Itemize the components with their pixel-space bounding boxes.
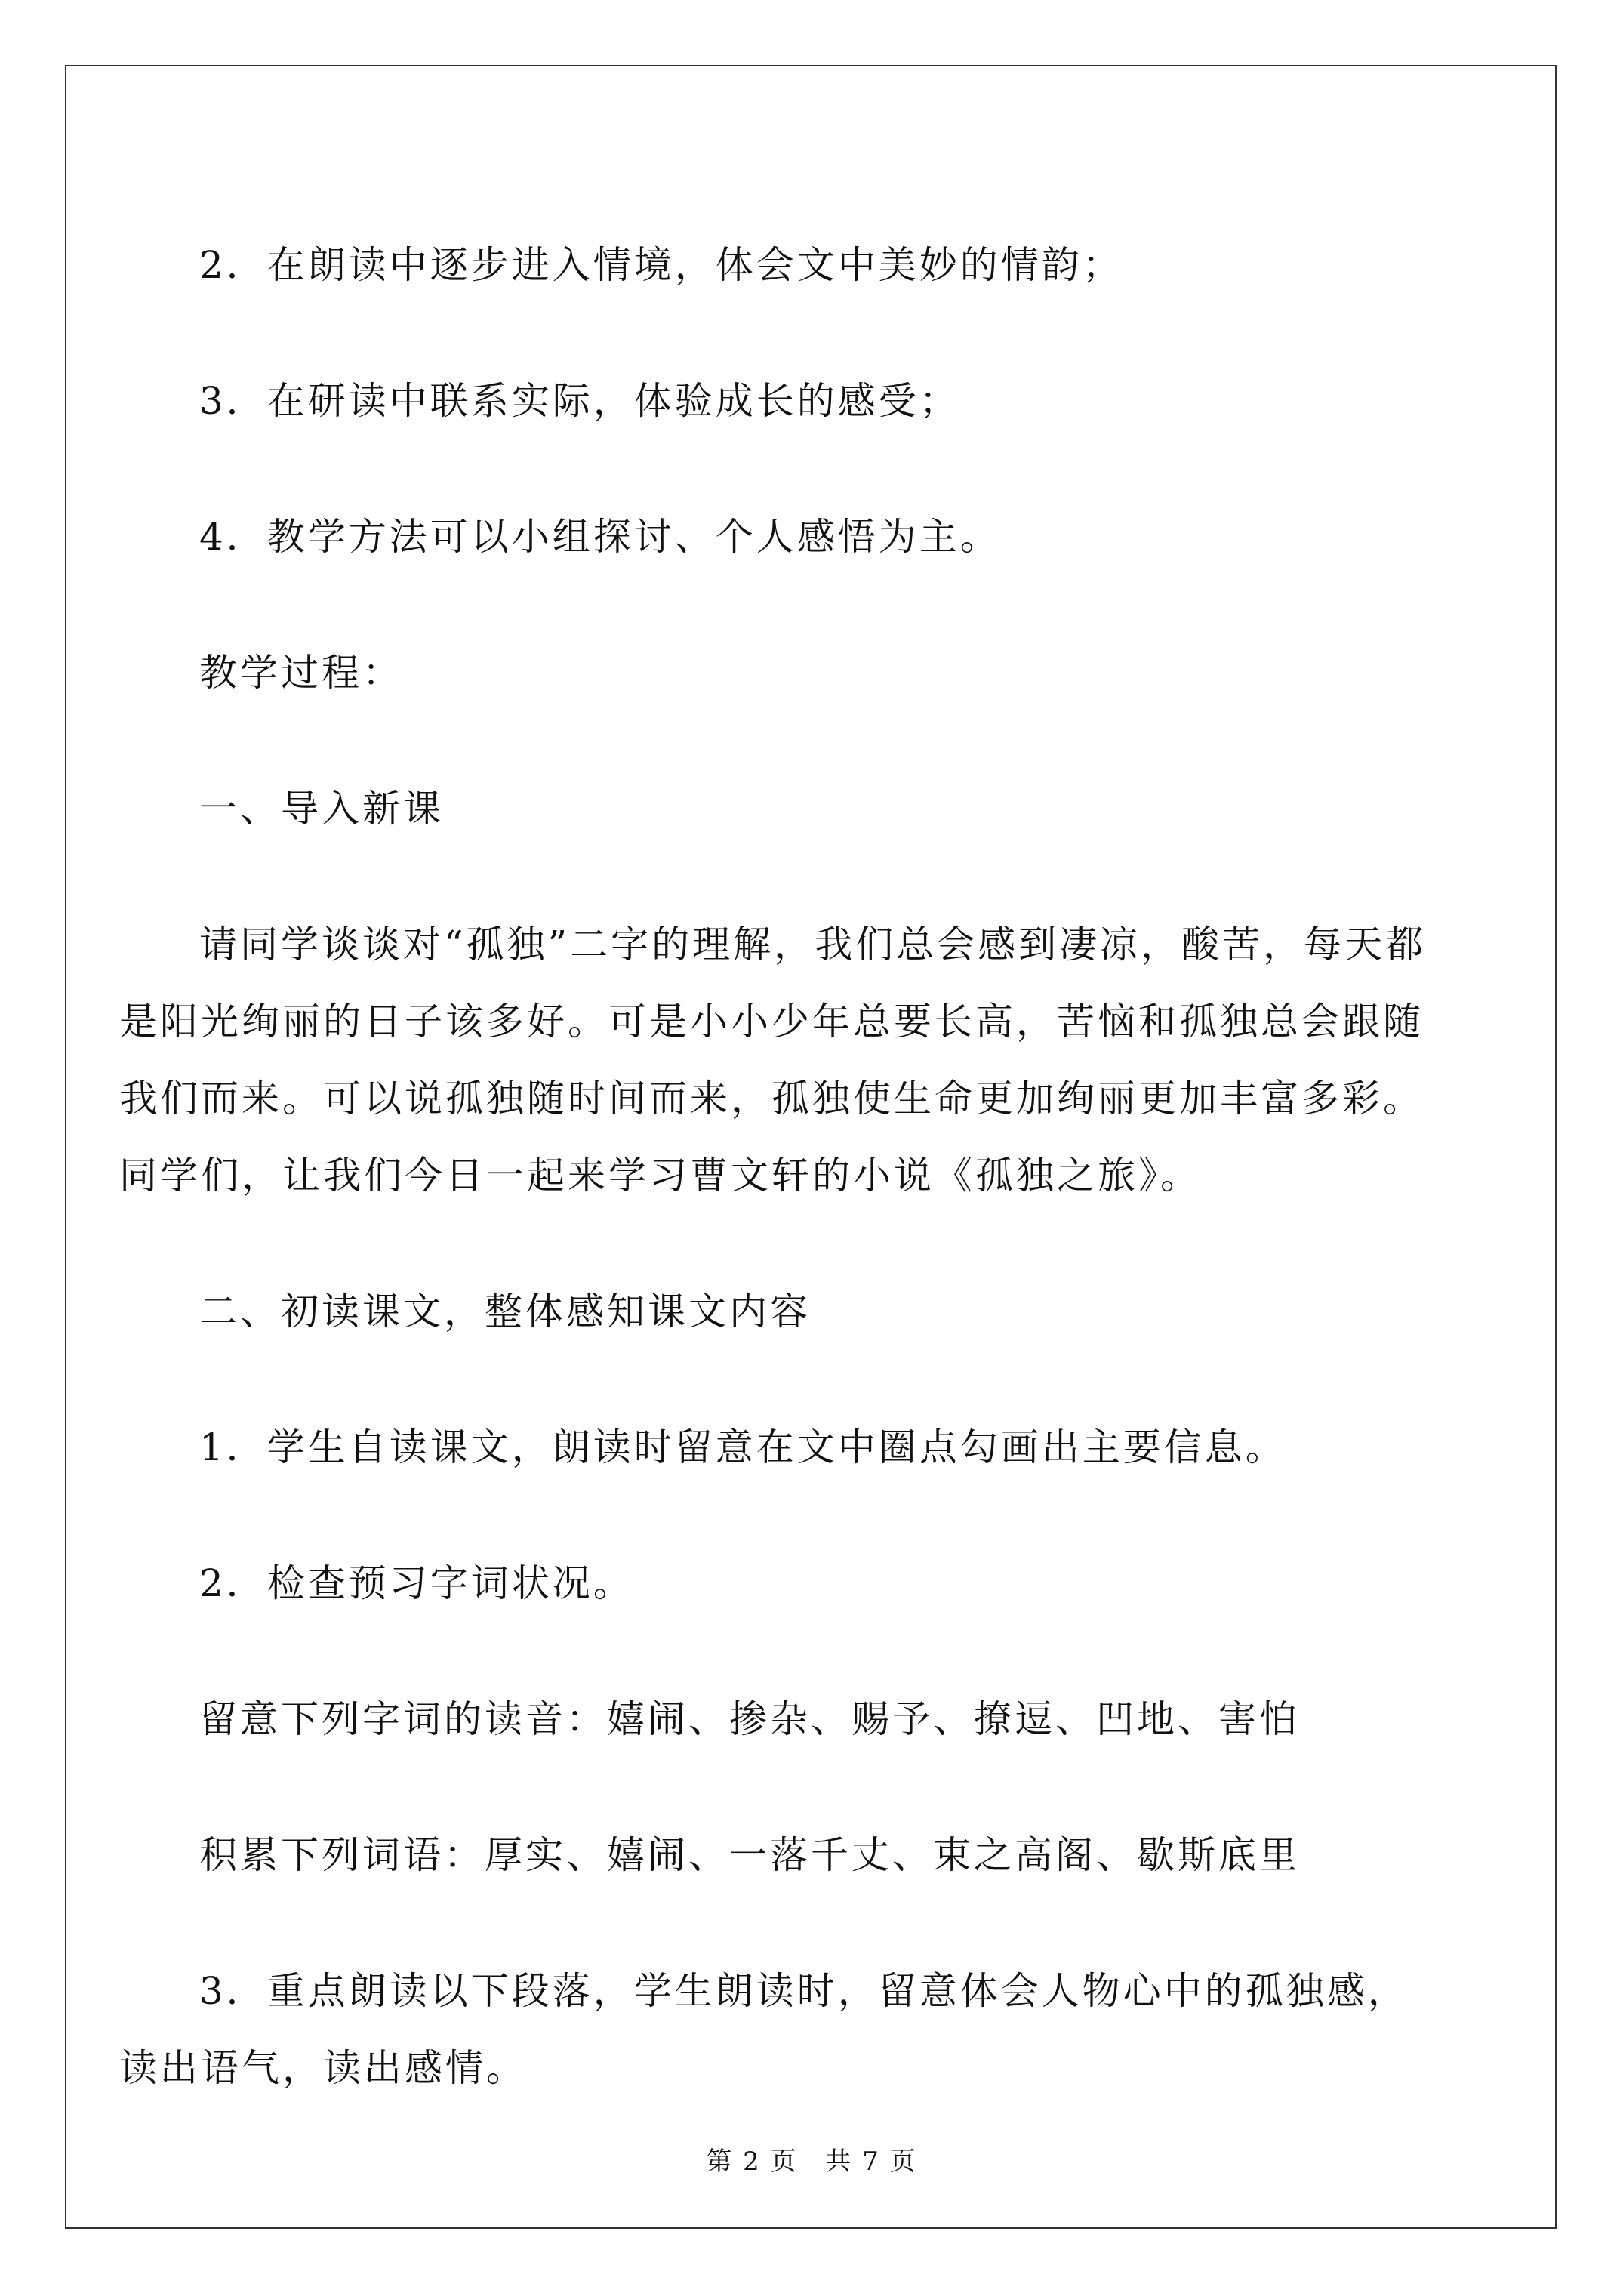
paragraph: 2．在朗读中逐步进入情境，体会文中美妙的情韵； bbox=[199, 243, 1123, 287]
paragraph: 4．教学方法可以小组探讨、个人感悟为主。 bbox=[199, 515, 1001, 559]
paragraph: 3．在研读中联系实际，体验成长的感受； bbox=[199, 379, 960, 423]
page-number: 第 2 页 bbox=[706, 2147, 798, 2177]
paragraph: 3．重点朗读以下段落，学生朗读时，留意体会人物心中的孤独感，读出语气，读出感情。 bbox=[119, 1969, 1409, 2090]
paragraph: 1．学生自读课文，朗读时留意在文中圈点勾画出主要信息。 bbox=[199, 1425, 1286, 1469]
section-heading: 二、初读课文，整体感知课文内容 bbox=[199, 1290, 811, 1333]
paragraph: 2．检查预习字词状况。 bbox=[199, 1561, 634, 1605]
page-total: 共 7 页 bbox=[825, 2147, 917, 2177]
document-body bbox=[119, 227, 1445, 2165]
page-footer bbox=[0, 2140, 1623, 2177]
section-heading: 一、导入新课 bbox=[199, 787, 444, 831]
paragraph: 留意下列字词的读音：嬉闹、掺杂、赐予、撩逗、凹地、害怕 bbox=[199, 1697, 1300, 1741]
section-label: 教学过程： bbox=[199, 651, 403, 695]
paragraph: 请同学谈谈对“孤独”二字的理解，我们总会感到凄凉，酸苦，每天都是阳光绚丽的日子该多好。可是小小少年总要长高，苦恼和孤独总会跟随我们而来。可以说孤独随时间而来，孤独使生命更加绚丽更加丰富多彩。同学们，让我们今日一起来学习曹文轩的小说《孤独之旅》。 bbox=[119, 923, 1427, 1197]
paragraph: 积累下列词语：厚实、嬉闹、一落千丈、束之高阁、歇斯底里 bbox=[199, 1833, 1300, 1877]
